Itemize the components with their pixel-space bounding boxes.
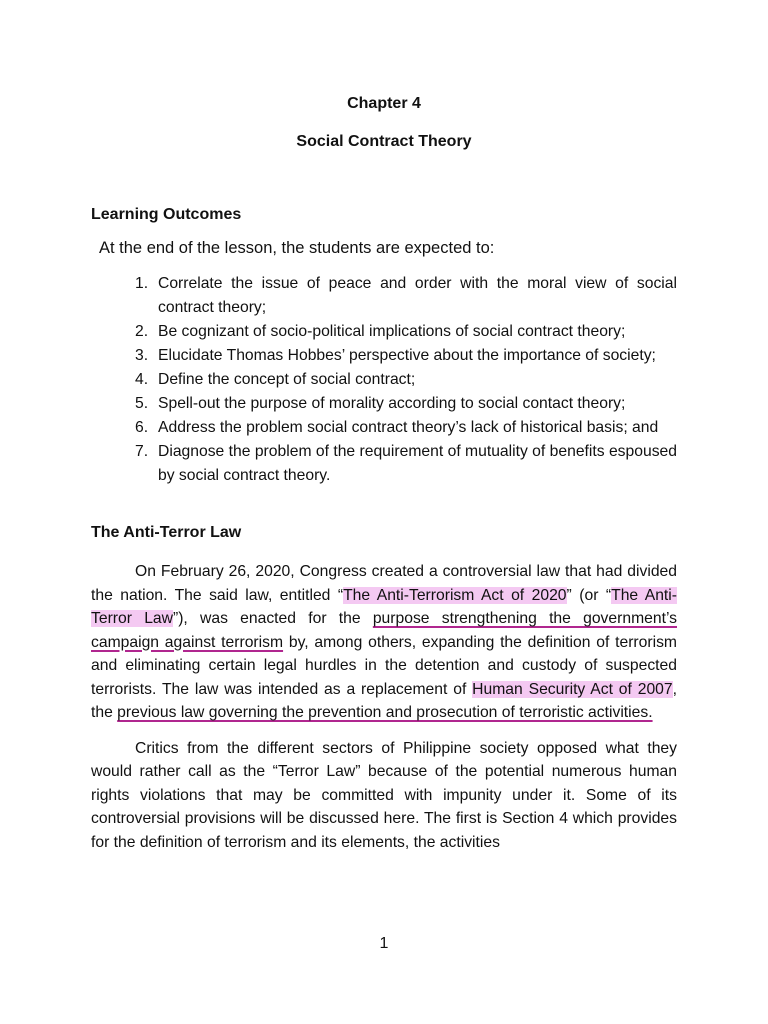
list-item-text: Elucidate Thomas Hobbes’ perspective about the importance of society;: [158, 347, 656, 364]
list-item-text: Diagnose the problem of the requirement of mutuality of benefits espoused by social contract theory.: [158, 443, 677, 484]
list-item-number: 5.: [135, 395, 149, 412]
learning-outcomes-intro: At the end of the lesson, the students are expected to:: [99, 239, 495, 257]
list-item-text: Correlate the issue of peace and order with the moral view of social contract theory;: [158, 275, 677, 316]
page-number: 1: [379, 935, 389, 952]
list-item: [91, 272, 677, 320]
anti-terror-heading: The Anti-Terror Law: [91, 524, 242, 541]
list-item: [91, 416, 677, 440]
list-item-number: 4.: [135, 371, 149, 388]
paragraph-text: ”), was enacted for the: [172, 610, 373, 627]
learning-outcomes-list: [91, 272, 677, 488]
anti-terror-paragraph-2: Critics from the different sectors of Philippine society opposed what they would rather call as the “Terror Law” because of the potential numerous human rights violations that may be committed with impunity under it. Some of its controversial provisions will be discussed here. The first is Section 4 which provides for the definition of terrorism and its elements, the activities: [91, 739, 677, 851]
paragraph-text: by, among others, expanding the definition of terrorism and eliminating certain legal hurdles in the detention and custody of suspected terrorists. The law was intended as a replacement of: [91, 633, 677, 698]
paragraph-text: ” (or “: [566, 586, 612, 604]
list-item-number: 6.: [135, 419, 149, 436]
underlined-text: previous law governing the prevention and prosecution of terroristic activities.: [117, 704, 653, 721]
list-item: [91, 392, 677, 416]
chapter-title: Chapter 4: [347, 95, 421, 112]
anti-terror-paragraph-1: [91, 560, 677, 725]
highlighted-text: Human Security Act of 2007: [472, 680, 673, 698]
paragraph-text: On February 26, 2020, Congress created a controversial law that had divided the nation. The said law, entitled “: [91, 563, 677, 604]
list-item-number: 1.: [135, 275, 149, 292]
chapter-subtitle: Social Contract Theory: [296, 133, 472, 150]
list-item-text: Spell-out the purpose of morality according to social contact theory;: [158, 395, 626, 412]
list-item: [91, 320, 677, 344]
underlined-text: purpose strengthening the government’s campaign against terrorism: [91, 610, 677, 651]
page-content: [91, 94, 677, 854]
paragraph-text: , the: [91, 680, 677, 721]
highlighted-text: The Anti-Terror Law: [91, 586, 678, 627]
list-item-number: 2.: [135, 323, 149, 340]
list-item-number: 7.: [135, 443, 149, 460]
list-item-text: Address the problem social contract theory’s lack of historical basis; and: [158, 419, 659, 436]
learning-outcomes-heading: Learning Outcomes: [91, 206, 242, 223]
list-item: [91, 368, 677, 392]
list-item-text: Be cognizant of socio-political implications of social contract theory;: [158, 323, 626, 340]
list-item: [91, 440, 677, 488]
list-item-text: Define the concept of social contract;: [158, 371, 416, 388]
highlighted-text: The Anti-Terrorism Act of 2020: [343, 586, 567, 604]
list-item-number: 3.: [135, 347, 149, 364]
list-item: [91, 344, 677, 368]
